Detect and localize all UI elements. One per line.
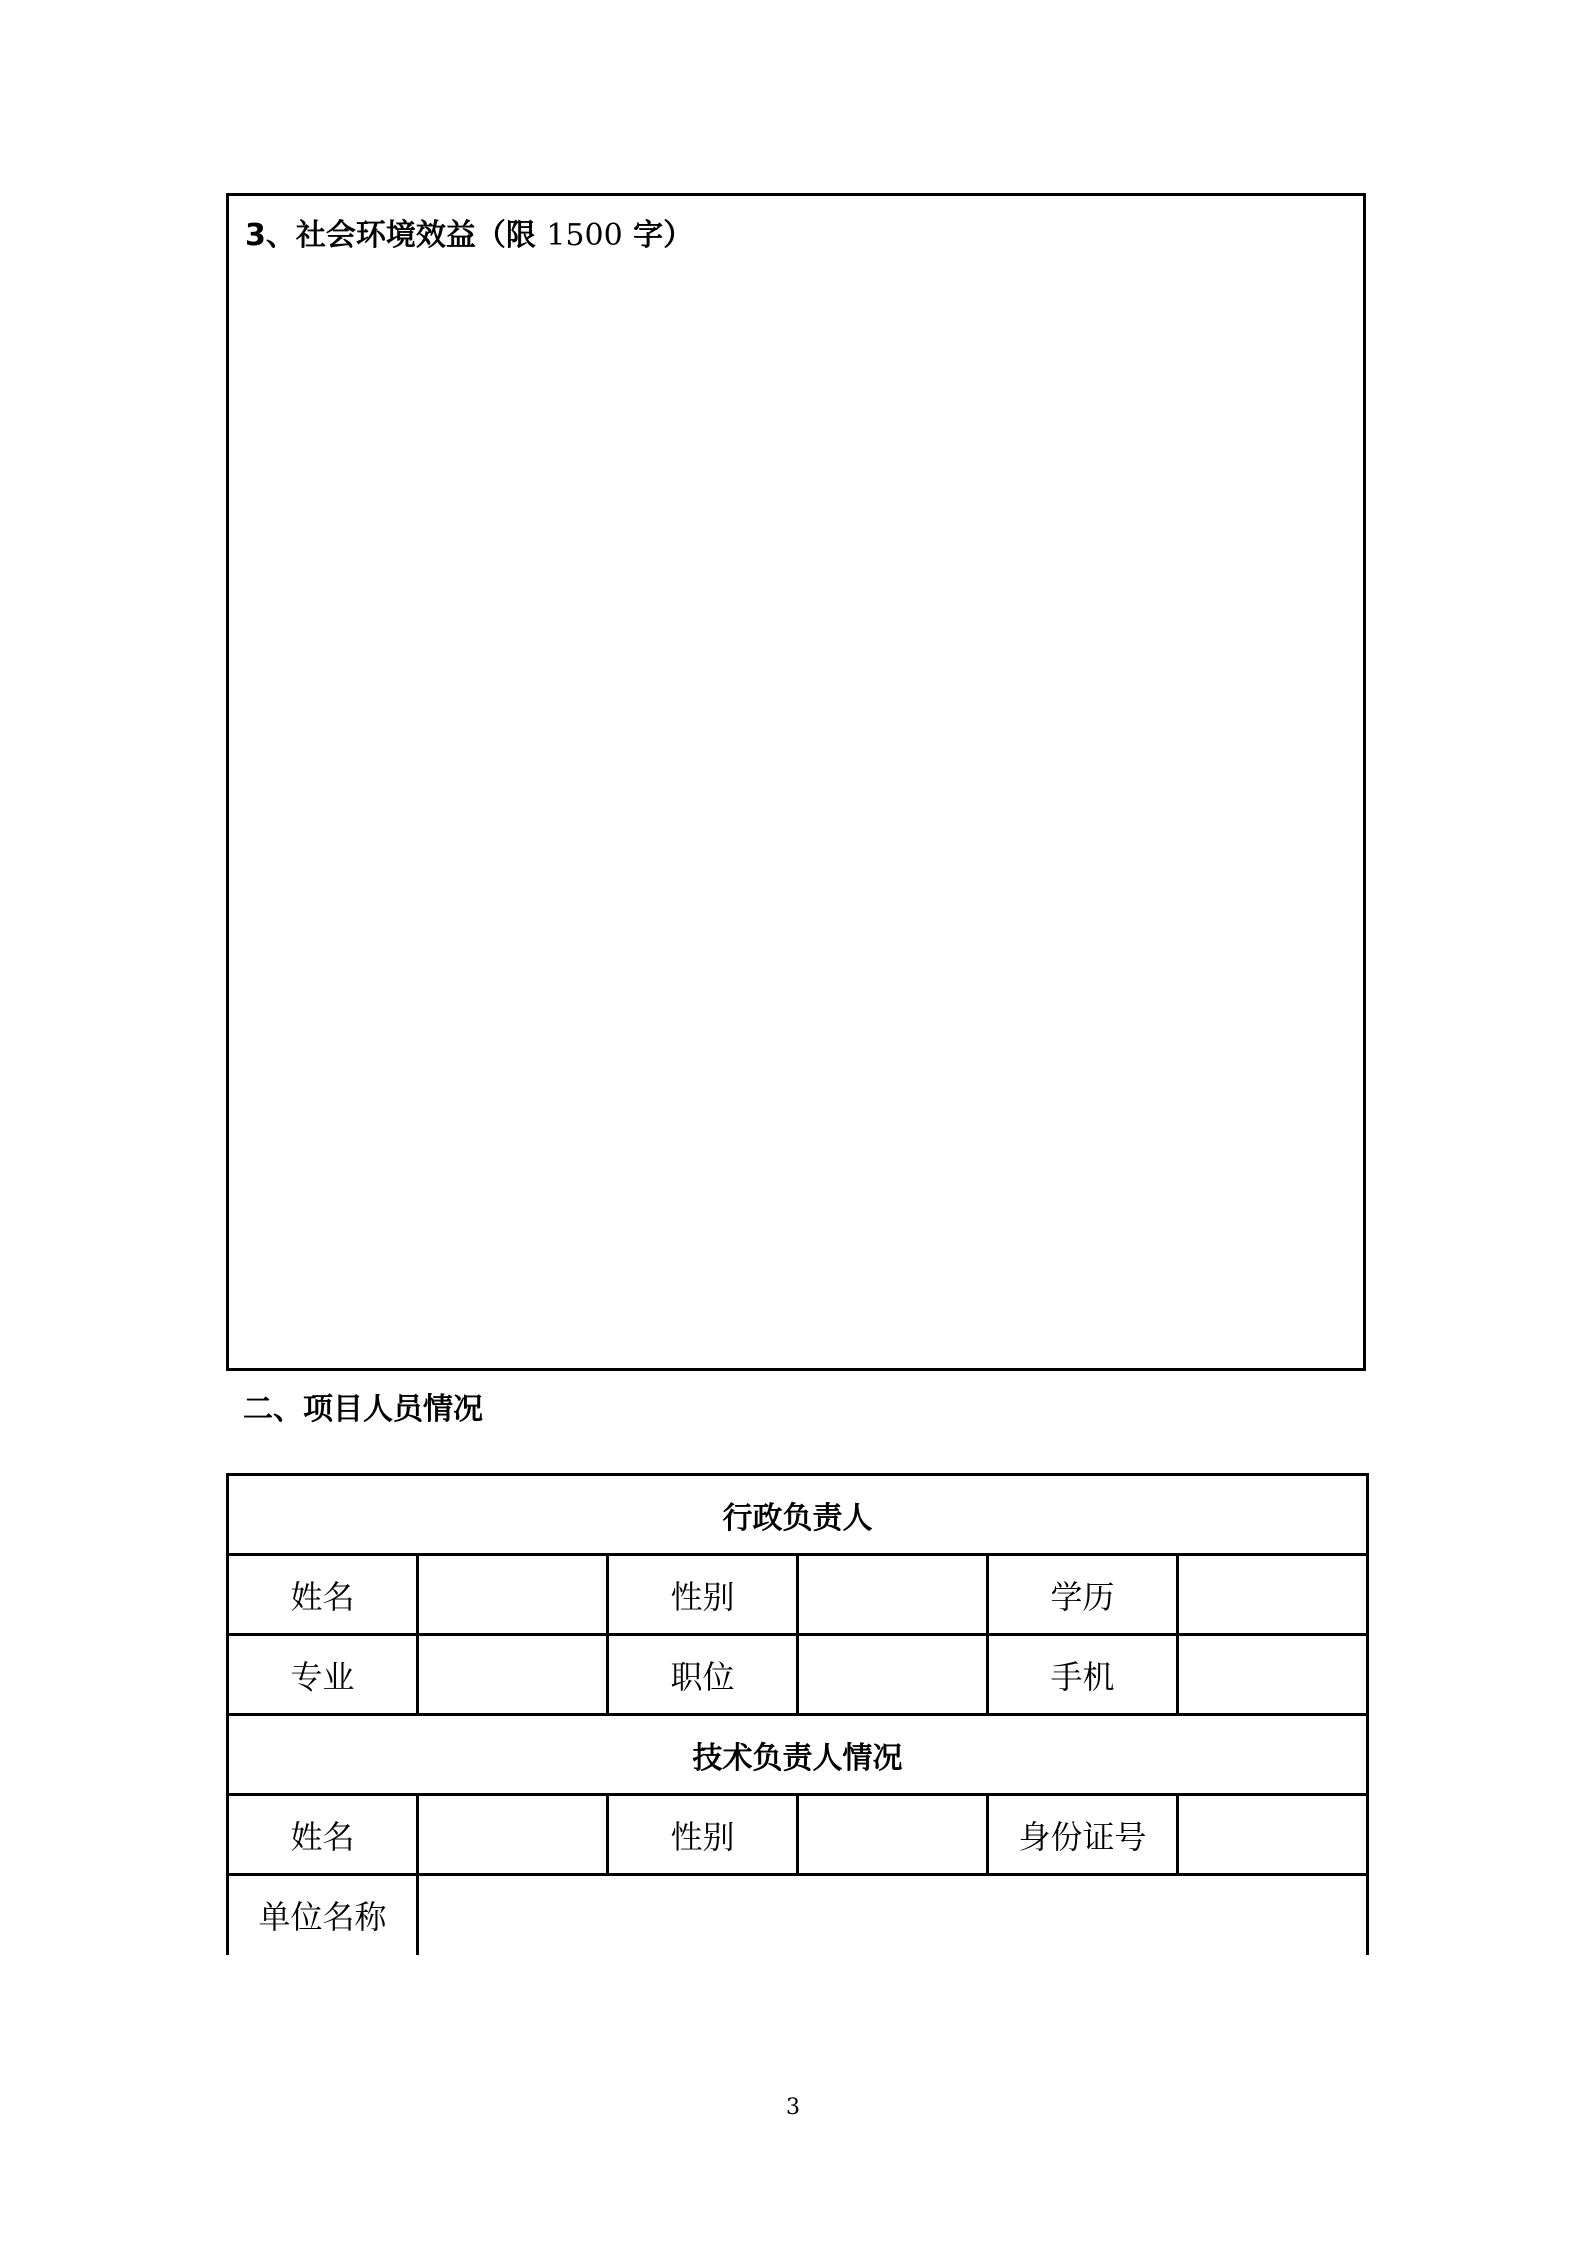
label-name: 姓名 [228,1555,418,1635]
input-tech-id-number[interactable] [1178,1795,1368,1875]
personnel-table [226,1473,1369,1955]
table-row [228,1635,1368,1715]
label-mobile: 手机 [988,1635,1178,1715]
section-title-personnel: 二、项目人员情况 [243,1392,483,1427]
table-row [228,1795,1368,1875]
heading-prefix: 3、社会环境效益（限 [245,218,547,253]
label-education: 学历 [988,1555,1178,1635]
label-unit-name: 单位名称 [228,1875,418,1955]
table-row [228,1715,1368,1795]
label-major: 专业 [228,1635,418,1715]
label-position: 职位 [608,1635,798,1715]
input-admin-education[interactable] [1178,1555,1368,1635]
admin-header: 行政负责人 [228,1475,1368,1555]
social-benefit-box[interactable] [226,193,1366,1371]
input-admin-major[interactable] [418,1635,608,1715]
heading-suffix: 字） [622,218,694,253]
table-row [228,1555,1368,1635]
label-name: 姓名 [228,1795,418,1875]
page-number: 3 [786,2095,800,2120]
input-admin-gender[interactable] [798,1555,988,1635]
label-id-number: 身份证号 [988,1795,1178,1875]
table-row [228,1475,1368,1555]
input-unit-name[interactable] [418,1875,1368,1955]
social-benefit-heading [245,216,693,256]
tech-header: 技术负责人情况 [228,1715,1368,1795]
input-admin-name[interactable] [418,1555,608,1635]
input-tech-gender[interactable] [798,1795,988,1875]
table-row [228,1875,1368,1955]
label-gender: 性别 [608,1555,798,1635]
heading-number: 1500 [546,218,623,253]
label-gender: 性别 [608,1795,798,1875]
input-admin-position[interactable] [798,1635,988,1715]
input-tech-name[interactable] [418,1795,608,1875]
input-admin-mobile[interactable] [1178,1635,1368,1715]
